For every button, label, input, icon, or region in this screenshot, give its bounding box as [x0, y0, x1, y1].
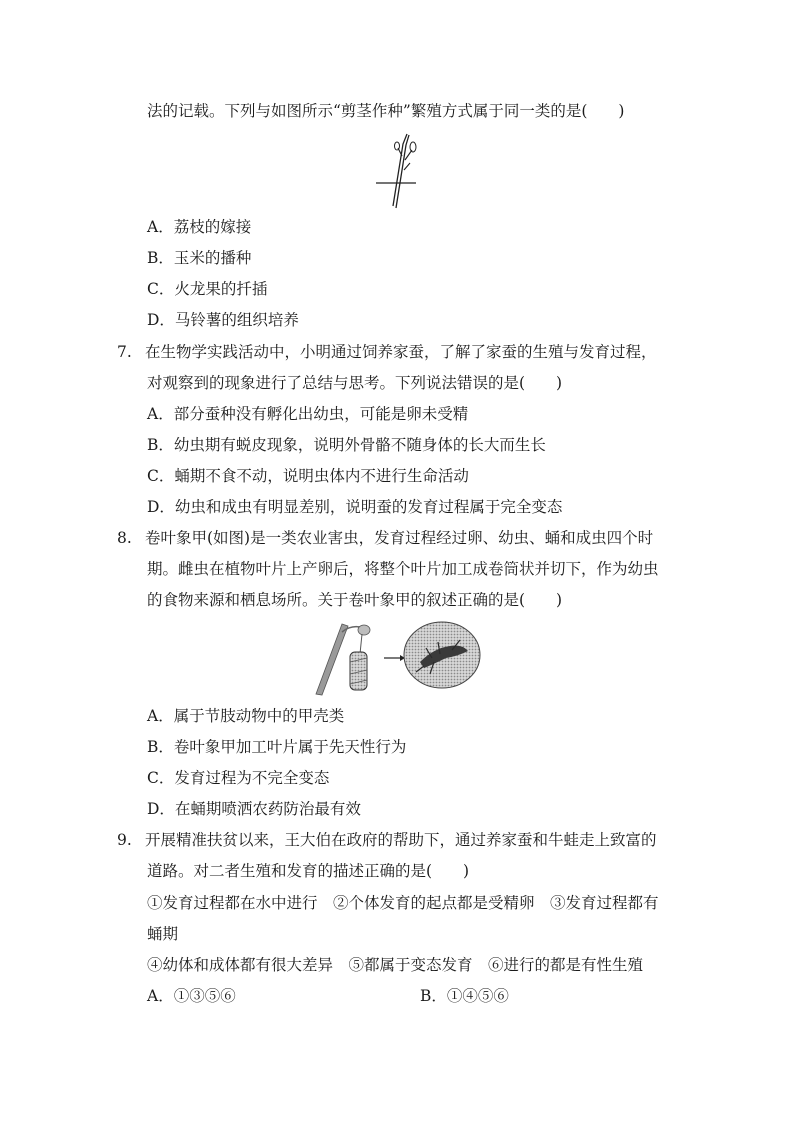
- q8-option-b: B．卷叶象甲加工叶片属于先天性行为: [147, 738, 407, 756]
- q7-stem-line-2: 对观察到的现象进行了总结与思考。下列说法错误的是( ): [147, 374, 563, 392]
- q9-stem-line-1: 开展精准扶贫以来，王大伯在政府的帮助下，通过养家蚕和牛蛙走上致富的: [145, 831, 657, 849]
- q7-option-b: B．幼虫期有蜕皮现象，说明外骨骼不随身体的长大而生长: [147, 436, 546, 454]
- q6-option-b: B．玉米的播种: [147, 249, 252, 267]
- q8-stem-line-2: 期。雌虫在植物叶片上产卵后，将整个叶片加工成卷筒状并切下，作为幼虫: [147, 560, 659, 578]
- q9-stem-line-2: 道路。对二者生殖和发育的描述正确的是( ): [147, 862, 470, 880]
- leaf-roller-weevil-figure: [312, 618, 484, 696]
- q7-option-a: A．部分蚕种没有孵化出幼虫，可能是卵未受精: [147, 405, 469, 423]
- q7-stem-line-1: 在生物学实践活动中，小明通过饲养家蚕，了解了家蚕的生殖与发育过程，: [145, 343, 657, 361]
- q9-statement-line-2: 蛹期: [147, 925, 179, 943]
- q8-stem-line-3: 的食物来源和栖息场所。关于卷叶象甲的叙述正确的是( ): [147, 591, 563, 609]
- q6-option-a: A．荔枝的嫁接: [147, 218, 252, 236]
- q9-statement-line-1: ①发育过程都在水中进行 ②个体发育的起点都是受精卵 ③发育过程都有: [147, 894, 659, 912]
- q8-number: 8.: [117, 529, 132, 547]
- q6-stem-tail: 法的记载。下列与如图所示“剪茎作种”繁殖方式属于同一类的是( ): [147, 102, 625, 120]
- q7-number: 7.: [117, 343, 132, 361]
- q7-option-c: C．蛹期不食不动，说明虫体内不进行生命活动: [147, 467, 469, 485]
- q7-option-d: D．幼虫和成虫有明显差别，说明蚕的发育过程属于完全变态: [147, 498, 563, 516]
- q8-stem-line-1: 卷叶象甲(如图)是一类农业害虫，发育过程经过卵、幼虫、蛹和成虫四个时: [145, 529, 654, 547]
- q9-option-a: A．①③⑤⑥: [147, 987, 236, 1005]
- q6-option-d: D．马铃薯的组织培养: [147, 311, 299, 329]
- q6-option-c: C．火龙果的扦插: [147, 280, 268, 298]
- q9-number: 9.: [117, 831, 132, 849]
- q8-option-d: D．在蛹期喷洒农药防治最有效: [147, 800, 361, 818]
- q8-option-c: C．发育过程为不完全变态: [147, 769, 330, 787]
- stem-cutting-figure: [372, 130, 422, 210]
- q8-option-a: A．属于节肢动物中的甲壳类: [147, 707, 345, 725]
- q9-option-b: B．①④⑤⑥: [420, 987, 509, 1005]
- q9-statement-line-3: ④幼体和成体都有很大差异 ⑤都属于变态发育 ⑥进行的都是有性生殖: [147, 956, 644, 974]
